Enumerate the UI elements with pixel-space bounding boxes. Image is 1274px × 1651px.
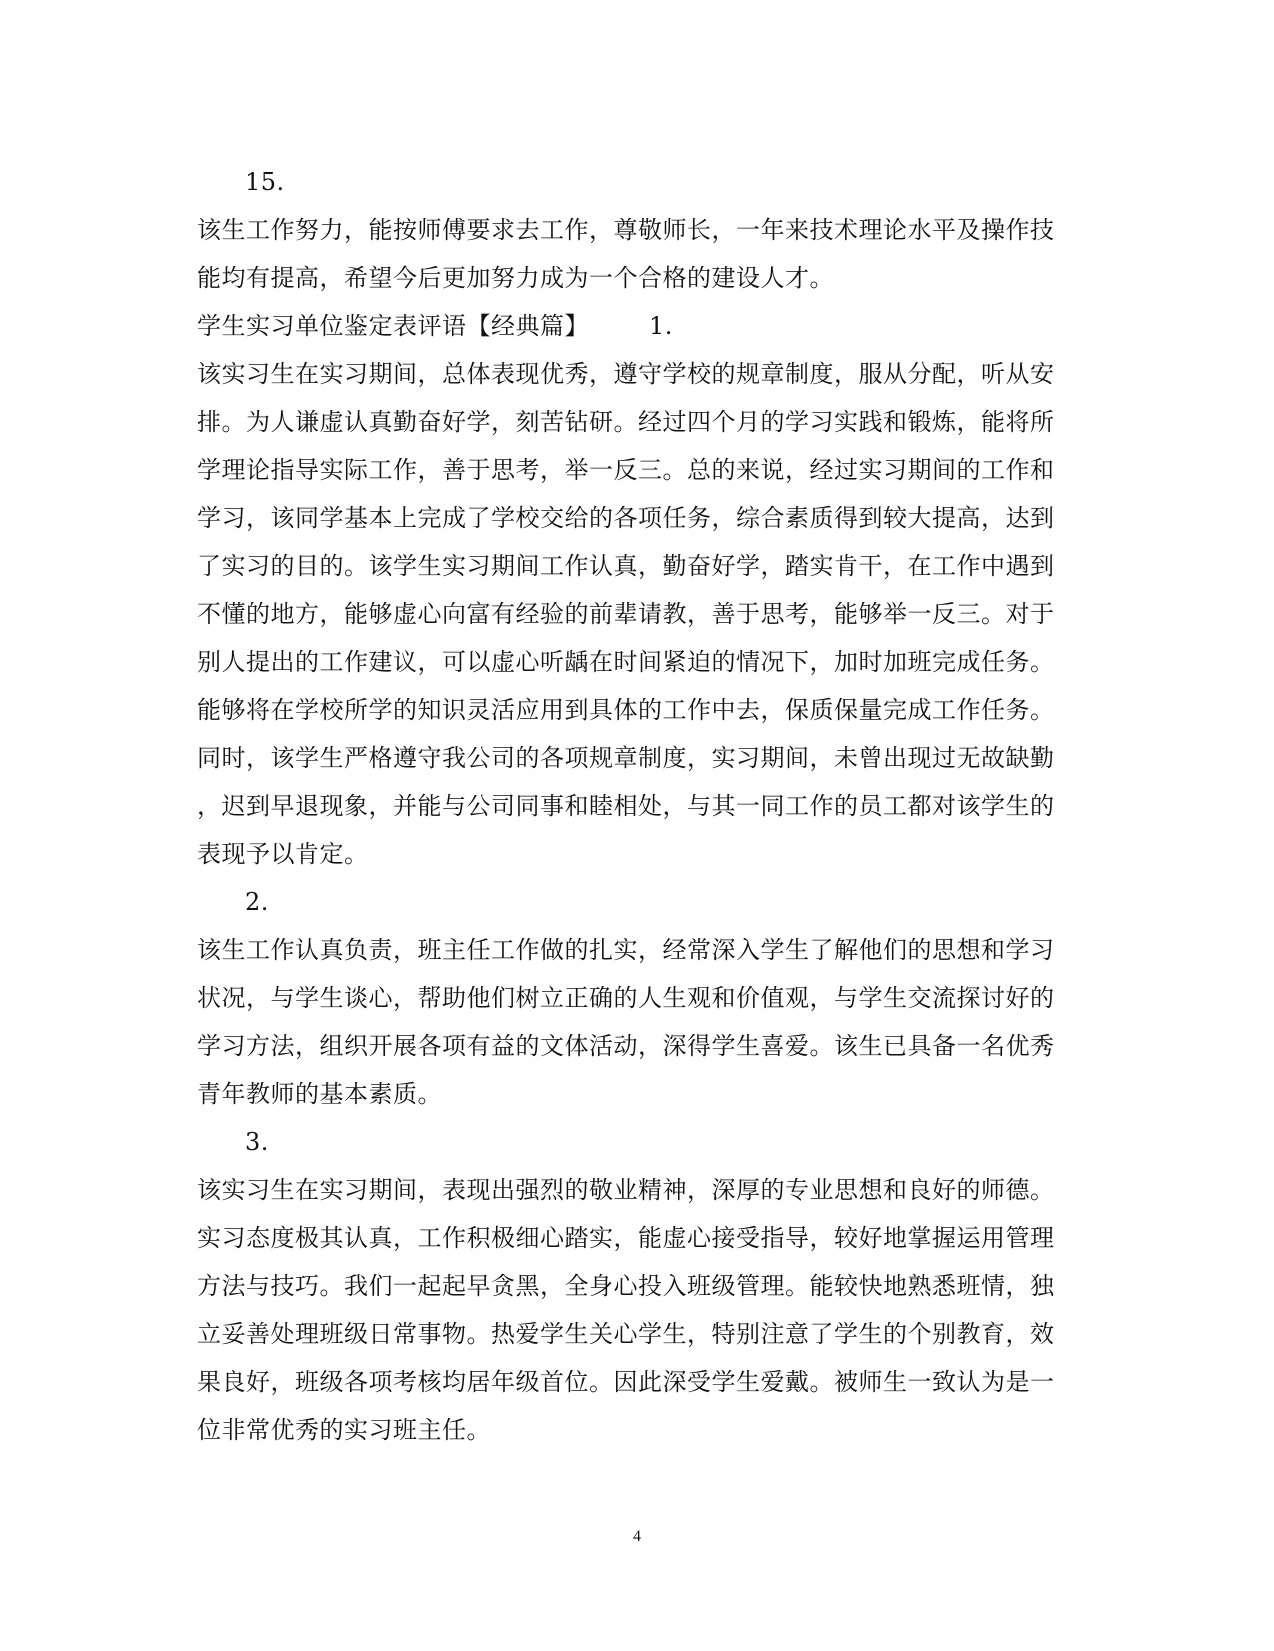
- paragraph-line: 立妥善处理班级日常事物。热爱学生关心学生，特别注意了学生的个别教育，效: [197, 1320, 1055, 1348]
- paragraph-line: 学习，该同学基本上完成了学校交给的各项任务，综合素质得到较大提高，达到: [197, 504, 1055, 532]
- section-heading-row: [197, 302, 1077, 350]
- paragraph-line: 不懂的地方，能够虚心向富有经验的前辈请教，善于思考，能够举一反三。对于: [197, 600, 1055, 628]
- paragraph-line: 表现予以肯定。: [197, 840, 369, 868]
- paragraph-line: 能均有提高，希望今后更加努力成为一个合格的建设人才。: [197, 264, 834, 292]
- paragraph-line: 青年教师的基本素质。: [197, 1080, 442, 1108]
- paragraph-line: 学理论指导实际工作，善于思考，举一反三。总的来说，经过实习期间的工作和: [197, 456, 1055, 484]
- paragraph-line: 别人提出的工作建议，可以虚心听龋在时间紧迫的情况下，加时加班完成任务。: [197, 648, 1055, 676]
- section-number-2: 2.: [245, 888, 269, 916]
- section-number-1: 1.: [649, 312, 673, 340]
- paragraph-line: 果良好，班级各项考核均居年级首位。因此深受学生爱戴。被师生一致认为是一: [197, 1368, 1055, 1396]
- section-number-15: 15.: [245, 168, 285, 196]
- paragraph-line: 排。为人谦虚认真勤奋好学，刻苦钻研。经过四个月的学习实践和锻炼，能将所: [197, 408, 1055, 436]
- paragraph-line: 学习方法，组织开展各项有益的文体活动，深得学生喜爱。该生已具备一名优秀: [197, 1032, 1055, 1060]
- paragraph-line: 方法与技巧。我们一起起早贪黑，全身心投入班级管理。能较快地熟悉班情，独: [197, 1272, 1055, 1300]
- paragraph-line: 该生工作努力，能按师傅要求去工作，尊敬师长，一年来技术理论水平及操作技: [197, 216, 1055, 244]
- paragraph-line: 该实习生在实习期间，总体表现优秀，遵守学校的规章制度，服从分配，听从安: [197, 360, 1055, 388]
- document-body: [197, 158, 1077, 1454]
- paragraph-line: 能够将在学校所学的知识灵活应用到具体的工作中去，保质保量完成工作任务。: [197, 696, 1055, 724]
- paragraph-line: 该生工作认真负责，班主任工作做的扎实，经常深入学生了解他们的思想和学习: [197, 936, 1055, 964]
- paragraph-line: 状况，与学生谈心，帮助他们树立正确的人生观和价值观，与学生交流探讨好的: [197, 984, 1055, 1012]
- paragraph-line: 实习态度极其认真，工作积极细心踏实，能虚心接受指导，较好地掌握运用管理: [197, 1224, 1055, 1252]
- page-number: 4: [633, 1528, 641, 1545]
- section-number-3: 3.: [245, 1128, 269, 1156]
- paragraph-line: ，迟到早退现象，并能与公司同事和睦相处，与其一同工作的员工都对该学生的: [197, 792, 1055, 820]
- paragraph-line: 位非常优秀的实习班主任。: [197, 1416, 491, 1444]
- section-heading: 学生实习单位鉴定表评语【经典篇】: [197, 312, 589, 340]
- paragraph-line: 该实习生在实习期间，表现出强烈的敬业精神，深厚的专业思想和良好的师德。: [197, 1176, 1055, 1204]
- paragraph-line: 了实习的目的。该学生实习期间工作认真，勤奋好学，踏实肯干，在工作中遇到: [197, 552, 1055, 580]
- paragraph-line: 同时，该学生严格遵守我公司的各项规章制度，实习期间，未曾出现过无故缺勤: [197, 744, 1055, 772]
